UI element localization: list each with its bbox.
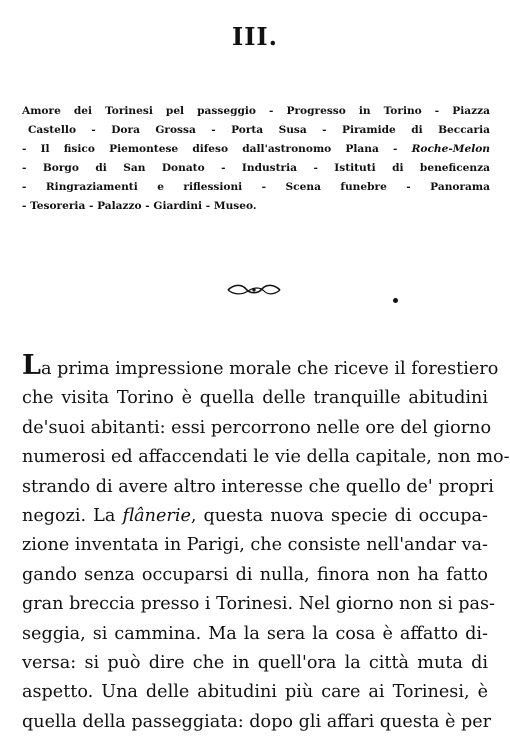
decorative-flourish-icon [224, 280, 284, 300]
summary-line [22, 140, 490, 159]
summary-line-text: - Il fisico Piemontese difeso dall'astronomo Plana - [22, 143, 412, 155]
body-text [22, 350, 510, 737]
summary-line: Amore dei Torinesi pel passeggio - Progresso in Torino - Piazza [22, 105, 490, 117]
summary-line: Castello - Dora Grossa - Porta Susa - Piramide di Beccaria [28, 124, 490, 136]
summary-line: - Borgo di San Donato - Industria - Istituti di beneficenza [22, 162, 490, 174]
body-line: quella della passeggiata: dopo gli affari questa è per [22, 711, 492, 732]
italic-word: flânerie [122, 506, 191, 527]
body-line: de'suoi abitanti: essi percorrono nelle ore del giorno [22, 417, 492, 438]
ink-dot [393, 298, 398, 303]
chapter-summary [22, 102, 490, 216]
body-line: gando senza occuparsi di nulla, finora non ha fatto [22, 564, 488, 585]
summary-line: - Tesoreria - Palazzo - Giardini - Museo. [22, 200, 257, 212]
body-line [22, 350, 499, 384]
chapter-number: III. [231, 22, 279, 51]
body-line-text: a prima impressione morale che riceve il forestiero [40, 359, 499, 379]
body-line: versa: si può dire che in quell'ora la città muta di [22, 653, 488, 674]
body-line-text: negozi. La [22, 506, 123, 527]
body-line: zione inventata in Parigi, che consiste nell'andar va- [22, 535, 488, 556]
body-line: aspetto. Una delle abitudini più care ai Torinesi, è [22, 682, 488, 703]
summary-line: - Ringraziamenti e riflessioni - Scena funebre - Panorama [22, 181, 490, 193]
body-line: numerosi ed affaccendati le vie della capitale, non mo- [22, 447, 510, 468]
body-line: seggia, si cammina. Ma la sera la cosa è affatto di- [22, 623, 488, 644]
body-line: che visita Torino è quella delle tranquille abitudini [22, 388, 488, 409]
summary-italic-place: Roche-Melon [411, 143, 490, 155]
body-line: strando di avere altro interesse che quello de' propri [22, 476, 494, 497]
drop-cap: L [22, 350, 41, 381]
body-line [22, 502, 488, 531]
body-line: gran breccia presso i Torinesi. Nel giorno non si pas- [22, 594, 495, 615]
body-line-text: , questa nuova specie di occupa- [190, 506, 488, 527]
